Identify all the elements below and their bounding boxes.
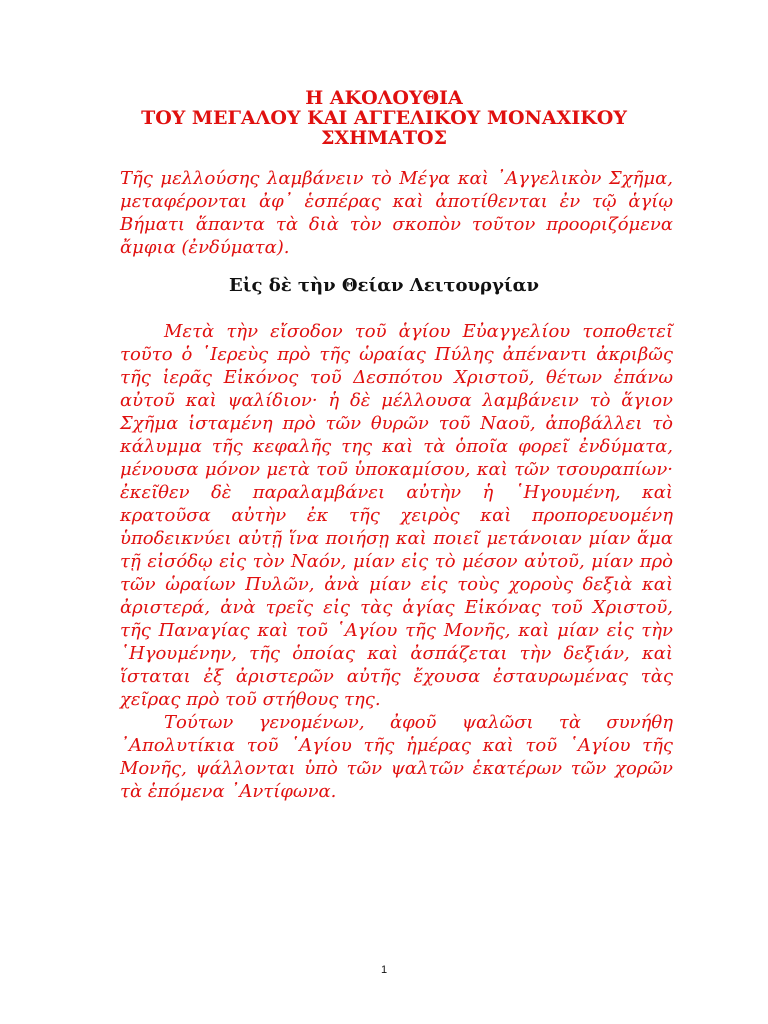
body-paragraph-2: Τούτων γενομένων, ἀφοῦ ψαλῶσι τὰ συνήθη ᾿Απολυτίκια τοῦ ῾Αγίου τῆς ἡμέρας καὶ τοῦ ῾Αγίου τῆς Μονῆς, ψάλλονται ὑπὸ τῶν ψαλτῶν ἑκατέρων τῶν χορῶν τὰ ἑπόμενα ᾿Αντίφωνα. <box>120 712 673 802</box>
title-line-3: ΣΧΗΜΑΤΟΣ <box>320 127 448 149</box>
section-heading: Εἰς δὲ τὴν Θείαν Λειτουργίαν <box>229 275 539 296</box>
body-paragraph-1: Μετὰ τὴν εἴσοδον τοῦ ἁγίου Εὐαγγελίου τοποθετεῖ τοῦτο ὁ ῾Ιερεὺς πρὸ τῆς ὡραίας Πύλης ἀπέναντι ἀκριβῶς τῆς ἱερᾶς Εἰκόνος τοῦ Δεσπότου Χριστοῦ, θέτων ἐπάνω αὐτοῦ καὶ ψαλίδιον· ἡ δὲ μέλλουσα λαμβάνειν τὸ ἅγιον Σχῆμα ἱσταμένη πρὸ τῶν θυρῶν τοῦ Ναοῦ, ἀποβάλλει τὸ κάλυμμα τῆς κεφαλῆς της καὶ τὰ ὁποῖα φορεῖ ἐνδύματα, μένουσα μόνον μετὰ τοῦ ὑποκαμίσου, καὶ τῶν τσουραπίων· ἐκεῖθεν δὲ παραλαμβάνει αὐτὴν ἡ ῾Ηγουμένη, καὶ κρατοῦσα αὐτὴν ἐκ τῆς χειρὸς καὶ προπορευομένη ὑποδεικνύει αὐτῇ ἵνα ποιήσῃ καὶ ποιεῖ μετάνοιαν μίαν ἅμα τῇ εἰσόδῳ εἰς τὸν Ναόν, μίαν εἰς τὸ μέσον αὐτοῦ, μίαν πρὸ τῶν ὡραίων Πυλῶν, ἀνὰ μίαν εἰς τοὺς χοροὺς δεξιὰ καὶ ἀριστερά, ἀνὰ τρεῖς εἰς τὰς ἁγίας Εἰκόνας τοῦ Χριστοῦ, τῆς Παναγίας καὶ τοῦ ῾Αγίου τῆς Μονῆς, καὶ μίαν εἰς τὴν ῾Ηγουμένην, τῆς ὁποίας καὶ ἀσπάζεται τὴν δεξιάν, καὶ ἵσταται ἐξ ἀριστερῶν αὐτῆς ἔχουσα ἐσταυρωμένας τὰς χεῖρας πρὸ τοῦ στήθους της. <box>120 321 673 710</box>
page-number: 1 <box>380 964 388 976</box>
title-line-2: ΤΟΥ ΜΕΓΑΛΟΥ ΚΑΙ ΑΓΓΕΛΙΚΟΥ ΜΟΝΑΧΙΚΟΥ <box>141 107 627 129</box>
title-line-1: Η ΑΚΟΛΟΥΘΙΑ <box>305 87 463 109</box>
document-title <box>96 88 672 148</box>
body-text <box>120 320 673 803</box>
intro-paragraph: Τῆς μελλούσης λαμβάνειν τὸ Μέγα καὶ ᾿Αγγελικὸν Σχῆμα, μεταφέρονται ἀφ᾿ ἑσπέρας καὶ ἀποτίθενται ἐν τῷ ἁγίῳ Βήματι ἅπαντα τὰ διὰ τὸν σκοπὸν τοῦτον προοριζόμενα ἄμφια (ἐνδύματα). <box>120 168 673 258</box>
